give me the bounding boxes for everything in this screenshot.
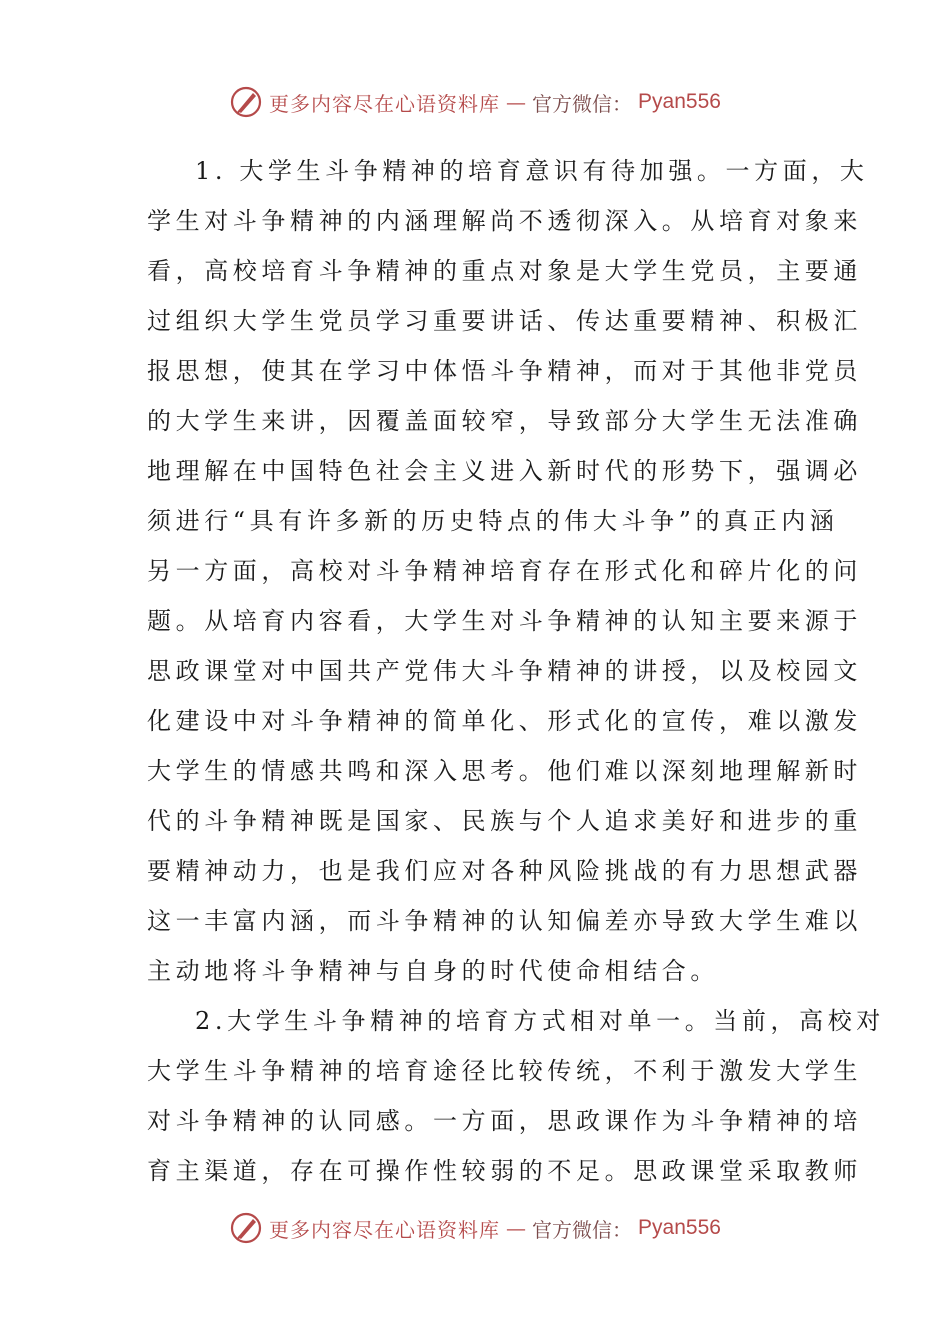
banner-wechat-handle: Pyan556 [638,90,721,113]
banner-separator: — [506,1216,527,1240]
paragraph-line: 对斗争精神的认同感。一方面，思政课作为斗争精神的培 [147,1107,862,1135]
paragraph-line: 过组织大学生党员学习重要讲话、传达重要精神、积极汇 [147,307,862,335]
banner-brand-text: 更多内容尽在心语资料库 [269,91,501,116]
document-body [147,146,885,1196]
paragraph-line: 要精神动力，也是我们应对各种风险挑战的有力思想武器 [147,857,862,885]
paragraph-line: 题。从培育内容看，大学生对斗争精神的认知主要来源于 [147,607,862,635]
footer-banner [0,1208,950,1248]
banner-separator: — [506,90,527,114]
banner-wechat-label: 官方微信： [532,91,633,116]
paragraph-line: 化建设中对斗争精神的简单化、形式化的宣传，难以激发 [147,707,862,735]
quill-pen-logo-icon [229,1211,263,1245]
header-banner [0,82,950,122]
banner-brand-text: 更多内容尽在心语资料库 [269,1217,501,1242]
paragraph-line: 育主渠道，存在可操作性较弱的不足。思政课堂采取教师 [147,1157,862,1185]
paragraph-1 [147,146,869,996]
paragraph-line: 的大学生来讲，因覆盖面较窄，导致部分大学生无法准确 [147,407,862,435]
paragraph-line: 另一方面，高校对斗争精神培育存在形式化和碎片化的问 [147,557,862,585]
paragraph-line: 学生对斗争精神的内涵理解尚不透彻深入。从培育对象来 [147,207,862,235]
banner-wechat-handle: Pyan556 [638,1216,721,1239]
paragraph-line: 看，高校培育斗争精神的重点对象是大学生党员，主要通 [147,257,862,285]
paragraph-line: 2.大学生斗争精神的培育方式相对单一。当前，高校对 [195,1007,885,1035]
banner-wechat-label: 官方微信： [532,1217,633,1242]
paragraph-line: 大学生斗争精神的培育途径比较传统，不利于激发大学生 [147,1057,862,1085]
paragraph-line: 1. 大学生斗争精神的培育意识有待加强。一方面，大 [195,157,869,185]
paragraph-line: 报思想，使其在学习中体悟斗争精神，而对于其他非党员 [147,357,862,385]
paragraph-line: 大学生的情感共鸣和深入思考。他们难以深刻地理解新时 [147,757,862,785]
quill-pen-logo-icon [229,85,263,119]
paragraph-line: 地理解在中国特色社会主义进入新时代的形势下，强调必 [147,457,862,485]
paragraph-line: 主动地将斗争精神与自身的时代使命相结合。 [147,957,719,985]
paragraph-2 [147,996,885,1196]
paragraph-line: 思政课堂对中国共产党伟大斗争精神的讲授，以及校园文 [147,657,862,685]
paragraph-line: 代的斗争精神既是国家、民族与个人追求美好和进步的重 [147,807,862,835]
paragraph-line: 须进行“具有许多新的历史特点的伟大斗争”的真正内涵 [147,507,839,535]
paragraph-line: 这一丰富内涵，而斗争精神的认知偏差亦导致大学生难以 [147,907,862,935]
